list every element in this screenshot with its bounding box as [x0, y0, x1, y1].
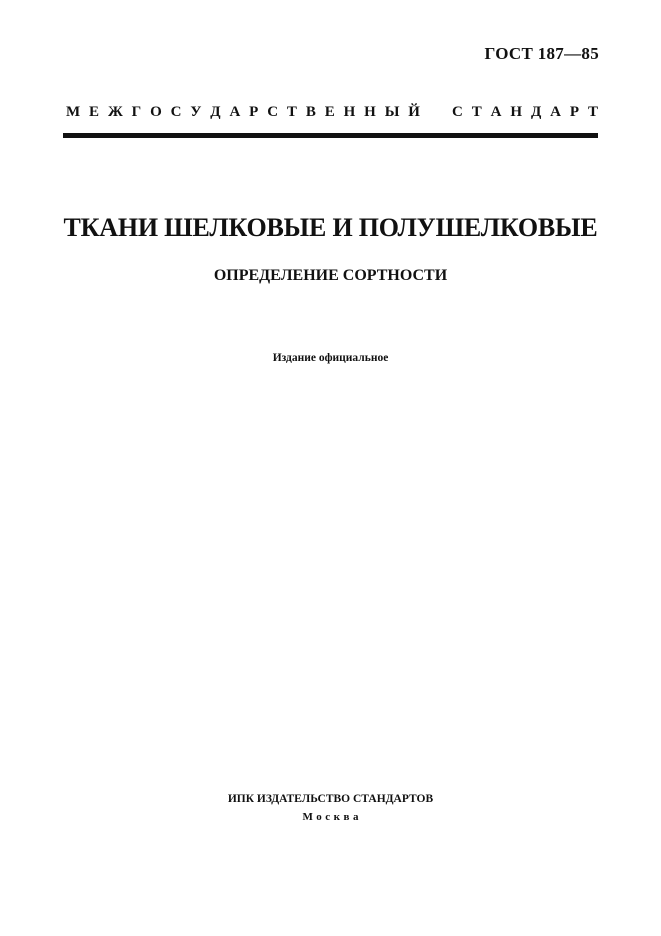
spaced-letter: О — [150, 104, 162, 120]
gost-number: ГОСТ 187—85 — [484, 44, 599, 63]
spaced-letter: Г — [131, 104, 142, 120]
spaced-letter: У — [190, 104, 202, 120]
spaced-letter: Т — [286, 104, 297, 120]
spaced-letter: М — [66, 104, 81, 120]
standard-type — [66, 104, 598, 121]
spaced-letter: Ж — [107, 104, 123, 120]
spaced-letter: Н — [510, 104, 523, 120]
spaced-letter: А — [229, 104, 241, 120]
spaced-letter: Е — [89, 104, 100, 120]
spaced-letter: С — [452, 104, 463, 120]
spaced-letter: С — [170, 104, 182, 120]
spaced-letter: С — [267, 104, 279, 120]
edition-note: Издание официальное — [272, 352, 389, 364]
spaced-letter: А — [550, 104, 561, 120]
spaced-letter: Р — [569, 104, 580, 120]
document-subtitle: ОПРЕДЕЛЕНИЕ СОРТНОСТИ — [213, 267, 448, 284]
spaced-letter: Т — [587, 104, 598, 120]
spaced-letter: А — [490, 104, 502, 120]
spaced-letter: Н — [343, 104, 356, 120]
spaced-letter: Д — [210, 104, 221, 120]
standard-type-word-standard — [452, 104, 598, 121]
spaced-letter: Т — [471, 104, 482, 120]
header-rule — [63, 133, 598, 138]
spaced-letter: Ы — [384, 104, 400, 120]
spaced-letter: Н — [364, 104, 376, 120]
spaced-letter: Р — [249, 104, 259, 120]
document-title: ТКАНИ ШЕЛКОВЫЕ И ПОЛУШЕЛКОВЫЕ — [63, 213, 598, 242]
spaced-letter: Е — [324, 104, 335, 120]
spaced-letter: В — [305, 104, 316, 120]
standard-type-word-interstate — [66, 104, 420, 121]
spaced-letter: Д — [530, 104, 542, 120]
publisher-name: ИПК ИЗДАТЕЛЬСТВО СТАНДАРТОВ — [227, 793, 434, 805]
spaced-letter: Й — [408, 104, 420, 120]
publisher-city: Москва — [302, 811, 362, 823]
